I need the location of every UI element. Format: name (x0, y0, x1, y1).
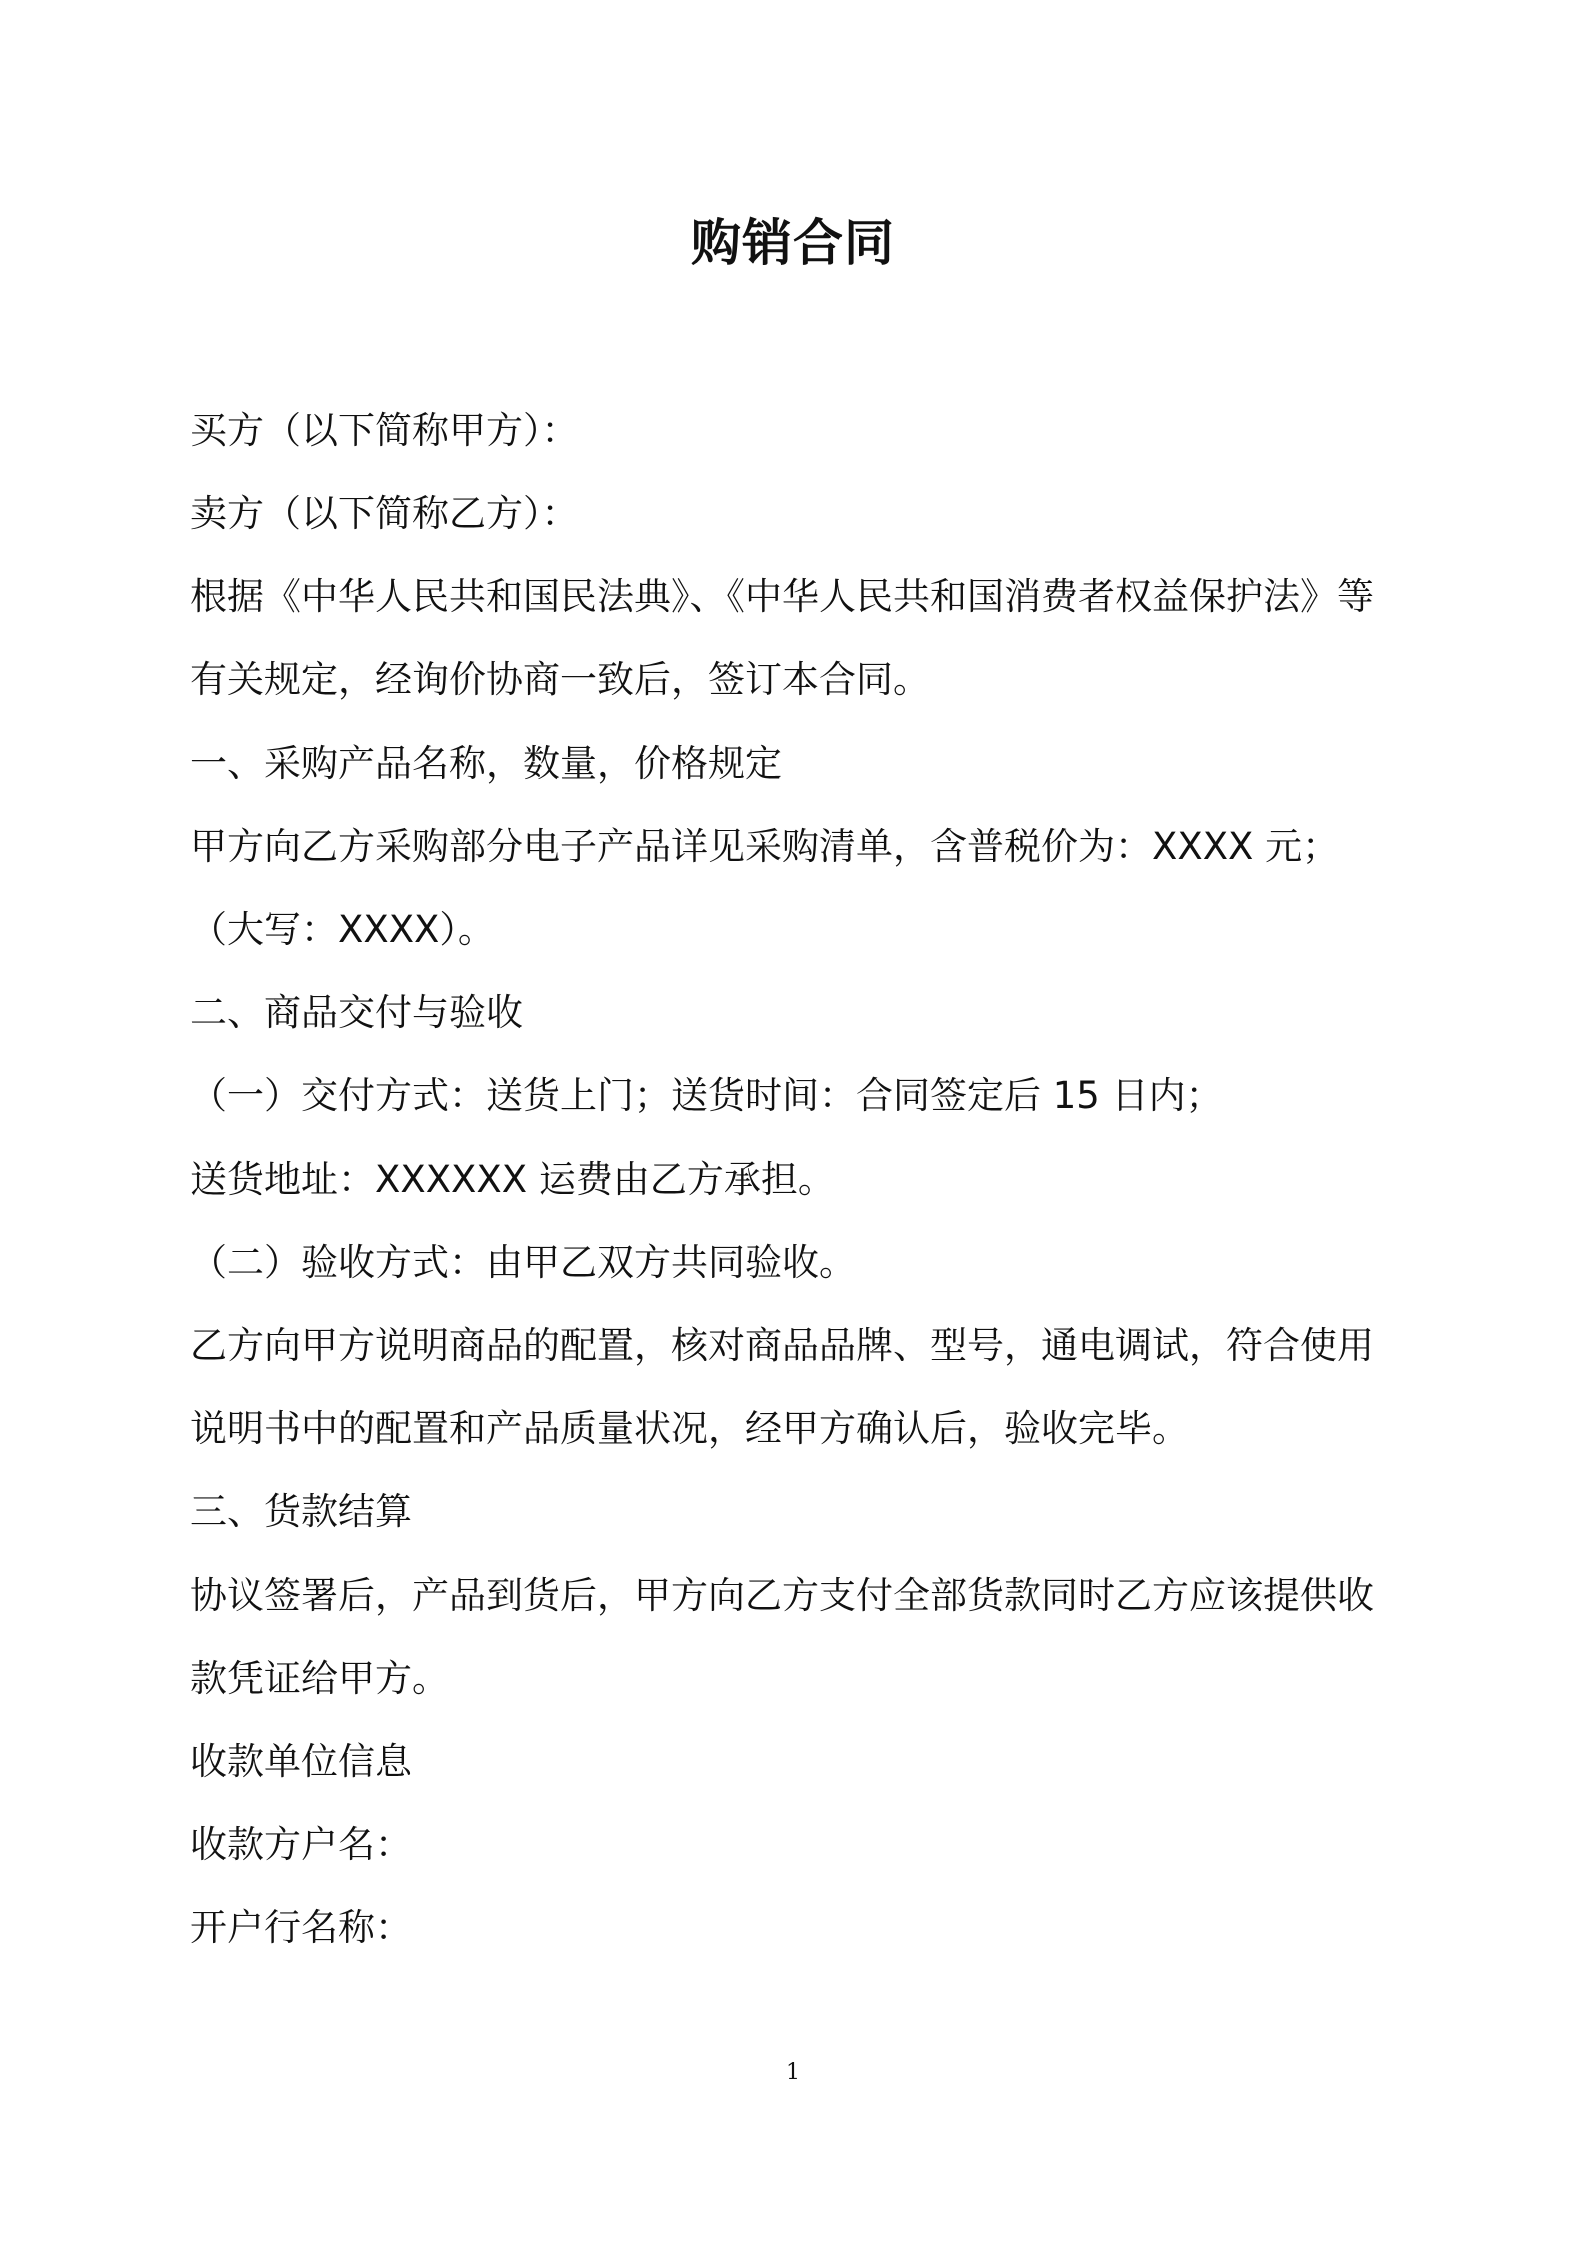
page-number: 1 (786, 2060, 800, 2085)
seller-line: 卖方（以下简称乙方）： (190, 492, 579, 535)
acceptance-method-line: （二）验收方式：由甲乙双方共同验收。 (190, 1241, 856, 1284)
purchase-price-line-2: （大写：XXXX）。 (190, 908, 495, 951)
payee-info-heading: 收款单位信息 (190, 1740, 412, 1783)
section-heading-2: 二、商品交付与验收 (190, 991, 523, 1034)
legal-basis-line-1: 根据《中华人民共和国民法典》、《中华人民共和国消费者权益保护法》等 (190, 575, 1374, 618)
payee-account-name-line: 收款方户名： (190, 1823, 412, 1866)
section-heading-1: 一、采购产品名称，数量，价格规定 (190, 742, 782, 785)
payment-line-2: 款凭证给甲方。 (190, 1657, 449, 1700)
payment-line-1: 协议签署后，产品到货后，甲方向乙方支付全部货款同时乙方应该提供收 (190, 1574, 1374, 1617)
buyer-line: 买方（以下简称甲方）： (190, 409, 579, 452)
bank-name-line: 开户行名称： (190, 1906, 412, 1949)
acceptance-detail-line-2: 说明书中的配置和产品质量状况，经甲方确认后，验收完毕。 (190, 1407, 1189, 1450)
acceptance-detail-line-1: 乙方向甲方说明商品的配置，核对商品品牌、型号，通电调试，符合使用 (190, 1324, 1374, 1367)
document-title: 购销合同 (691, 214, 895, 272)
purchase-price-line-1: 甲方向乙方采购部分电子产品详见采购清单，含普税价为：XXXX 元； (190, 825, 1340, 868)
section-heading-3: 三、货款结算 (190, 1490, 412, 1533)
delivery-address-line: 送货地址：XXXXXX 运费由乙方承担。 (190, 1158, 835, 1201)
legal-basis-line-2: 有关规定，经询价协商一致后，签订本合同。 (190, 658, 930, 701)
delivery-method-line: （一）交付方式：送货上门；送货时间：合同签定后 15 日内； (190, 1074, 1223, 1117)
